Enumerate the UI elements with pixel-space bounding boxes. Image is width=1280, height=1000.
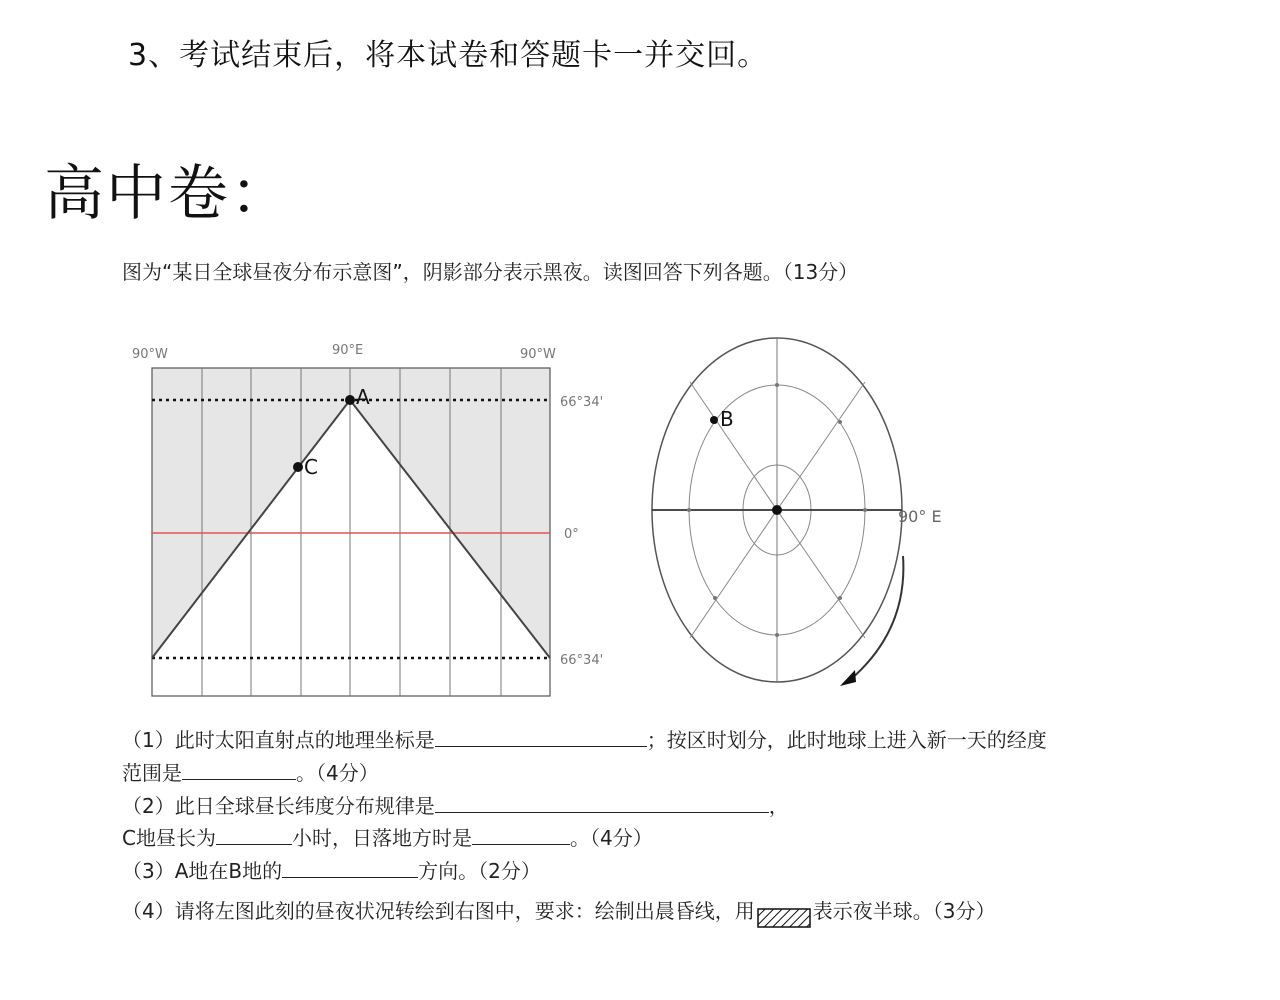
q1-text-b: ；按区时划分，此时地球上进入新一天的经度	[646, 728, 1047, 752]
point-b-marker	[710, 416, 718, 424]
hatch-legend-icon	[757, 908, 811, 928]
top-label-middle: 90°E	[332, 343, 364, 358]
lat-label-bottom: 66°34'	[560, 653, 604, 668]
question-2-line-1	[122, 790, 789, 819]
question-1-line-1	[122, 724, 1047, 753]
day-night-map	[120, 330, 620, 700]
q1-text-d: 。（4分）	[296, 761, 379, 785]
exam-instruction-3: 3、考试结束后，将本试卷和答题卡一并交回。	[128, 38, 769, 73]
q2-text-e: 。（4分）	[569, 826, 653, 850]
q3-answer-blank[interactable]	[282, 857, 418, 878]
question-1-line-2	[122, 757, 379, 786]
q1-answer-blank-1[interactable]	[435, 726, 647, 747]
point-b-label: B	[720, 407, 734, 431]
question-2-line-2	[122, 822, 653, 851]
question-3-line	[122, 855, 541, 884]
section-title: 高中卷：	[44, 159, 292, 229]
lat-label-equator: 0°	[564, 527, 579, 542]
rotation-arrow-head	[840, 670, 856, 686]
q3-text-a: （3）A地在B地的	[122, 859, 283, 883]
q1-answer-blank-2[interactable]	[182, 759, 296, 780]
q2-text-c: C地昼长为	[122, 826, 216, 850]
point-a-label: A	[356, 385, 370, 409]
q2-text-d: 小时，日落地方时是	[291, 826, 472, 850]
point-c-label: C	[304, 455, 318, 479]
q4-text-b: 表示夜半球。（3分）	[812, 899, 996, 923]
q2-answer-blank-1[interactable]	[435, 792, 769, 813]
q2-text-b: ，	[768, 794, 789, 818]
north-pole-center	[772, 505, 782, 515]
q2-answer-blank-2[interactable]	[216, 824, 292, 845]
point-a-marker	[345, 395, 355, 405]
q3-text-b: 方向。（2分）	[418, 859, 541, 883]
top-label-left: 90°W	[132, 347, 168, 362]
q1-text-c: 范围是	[122, 761, 182, 785]
point-c-marker	[293, 462, 303, 472]
top-label-right: 90°W	[520, 347, 556, 362]
q2-answer-blank-3[interactable]	[472, 824, 570, 845]
lat-label-top: 66°34'	[560, 395, 604, 410]
question-intro: 图为“某日全球昼夜分布示意图”，阴影部分表示黑夜。读图回答下列各题。（13分）	[122, 260, 859, 284]
question-4-line	[122, 895, 995, 928]
q1-text-a: （1）此时太阳直射点的地理坐标是	[122, 728, 435, 752]
q4-text-a: （4）请将左图此刻的昼夜状况转绘到右图中，要求：绘制出晨昏线，用	[122, 899, 755, 923]
longitude-label: 90° E	[898, 507, 942, 526]
rotation-arrow	[850, 556, 903, 680]
polar-view-diagram	[640, 330, 970, 700]
q2-text-a: （2）此日全球昼长纬度分布规律是	[122, 794, 435, 818]
